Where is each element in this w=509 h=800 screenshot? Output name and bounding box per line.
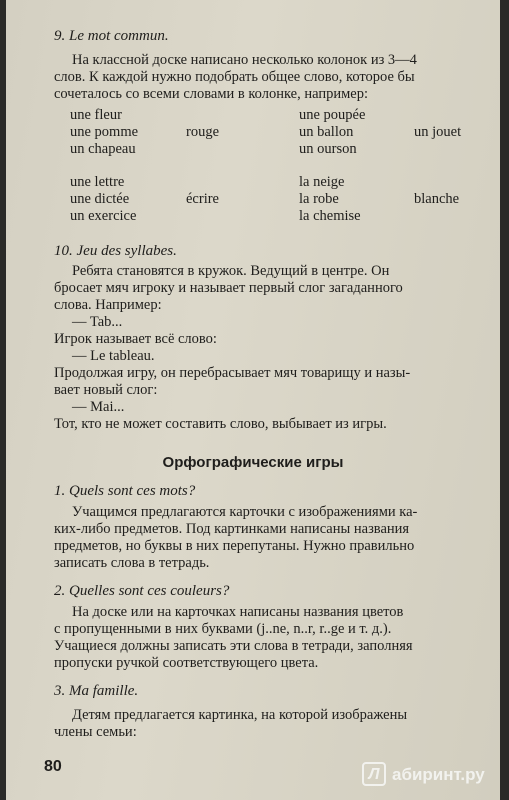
text-line: — Mai...: [72, 399, 125, 415]
word-column-2: [299, 174, 361, 225]
word-item: un ballon: [299, 124, 354, 140]
labirint-logo-icon: Л: [362, 762, 386, 786]
exercise-heading-9: 9. Le mot commun.: [54, 28, 169, 44]
text-line: Игрок называет всё слово:: [54, 331, 217, 347]
text-line: Тот, кто не может составить слово, выбывает из игры.: [54, 416, 387, 432]
word-item: une poupée: [299, 107, 366, 123]
word-column-2: [299, 107, 365, 158]
word-item: un chapeau: [70, 141, 136, 157]
game-heading-2: 2. Quelles sont ces couleurs?: [54, 583, 230, 599]
text-line: записать слова в тетрадь.: [54, 555, 210, 571]
word-column-1: [70, 174, 136, 225]
game-3-body: [54, 707, 496, 741]
section-title: Орфографические игры: [162, 454, 344, 471]
text-line: Ребята становятся в кружок. Ведущий в центре. Он: [72, 263, 390, 279]
book-page: [6, 0, 500, 800]
game-1-body: [54, 504, 496, 572]
text-line: Продолжая игру, он перебрасывает мяч товарищу и назы-: [54, 365, 411, 381]
exercise-9-intro: [54, 52, 496, 103]
text-line: — Le tableau.: [72, 348, 155, 364]
text-line: вает новый слог:: [54, 382, 158, 398]
common-word: un jouet: [414, 124, 462, 140]
exercise-heading-10: 10. Jeu des syllabes.: [54, 243, 177, 259]
text-line: Учащиеся должны записать эти слова в тетради, заполняя: [54, 638, 413, 654]
game-heading-3: 3. Ma famille.: [54, 683, 139, 699]
common-word: rouge: [186, 124, 220, 140]
exercise-10-body: [54, 263, 496, 433]
word-item: la robe: [299, 191, 339, 207]
text-line: предметов, но буквы в них перепутаны. Нужно правильно: [54, 538, 415, 554]
text-line: члены семьи:: [54, 724, 137, 740]
text-line: слова. Например:: [54, 297, 162, 313]
text-line: Учащимся предлагаются карточки с изображениями ка-: [72, 504, 418, 520]
word-item: une lettre: [70, 174, 125, 190]
common-word: écrire: [186, 191, 219, 207]
text-line: слов. К каждой нужно подобрать общее слово, которое бы: [54, 69, 415, 85]
word-item: un ourson: [299, 141, 357, 157]
game-heading-1: 1. Quels sont ces mots?: [54, 483, 196, 499]
watermark: [362, 762, 485, 786]
page-number: 80: [44, 758, 62, 775]
word-item: un exercice: [70, 208, 137, 224]
word-item: la chemise: [299, 208, 361, 224]
word-item: une dictée: [70, 191, 130, 207]
text-line: сочеталось со всеми словами в колонке, например:: [54, 86, 369, 102]
text-line: На доске или на карточках написаны названия цветов: [72, 604, 404, 620]
text-line: Детям предлагается картинка, на которой изображены: [72, 707, 408, 723]
text-line: — Tab...: [72, 314, 123, 330]
text-line: бросает мяч игроку и называет первый слог загаданного: [54, 280, 403, 296]
game-2-body: [54, 604, 496, 672]
word-item: la neige: [299, 174, 345, 190]
text-line: пропуски ручкой соответствующего цвета.: [54, 655, 319, 671]
text-line: На классной доске написано несколько колонок из 3—4: [72, 52, 417, 68]
word-item: une pomme: [70, 124, 139, 140]
word-column-1: [70, 107, 138, 158]
text-line: с пропущенными в них буквами (j..ne, n..r, r..ge и т. д.).: [54, 621, 392, 637]
common-word: blanche: [414, 191, 460, 207]
text-line: ких-либо предметов. Под картинками написаны названия: [54, 521, 410, 537]
watermark-text: абиринт.ру: [392, 764, 485, 784]
word-item: une fleur: [70, 107, 122, 123]
